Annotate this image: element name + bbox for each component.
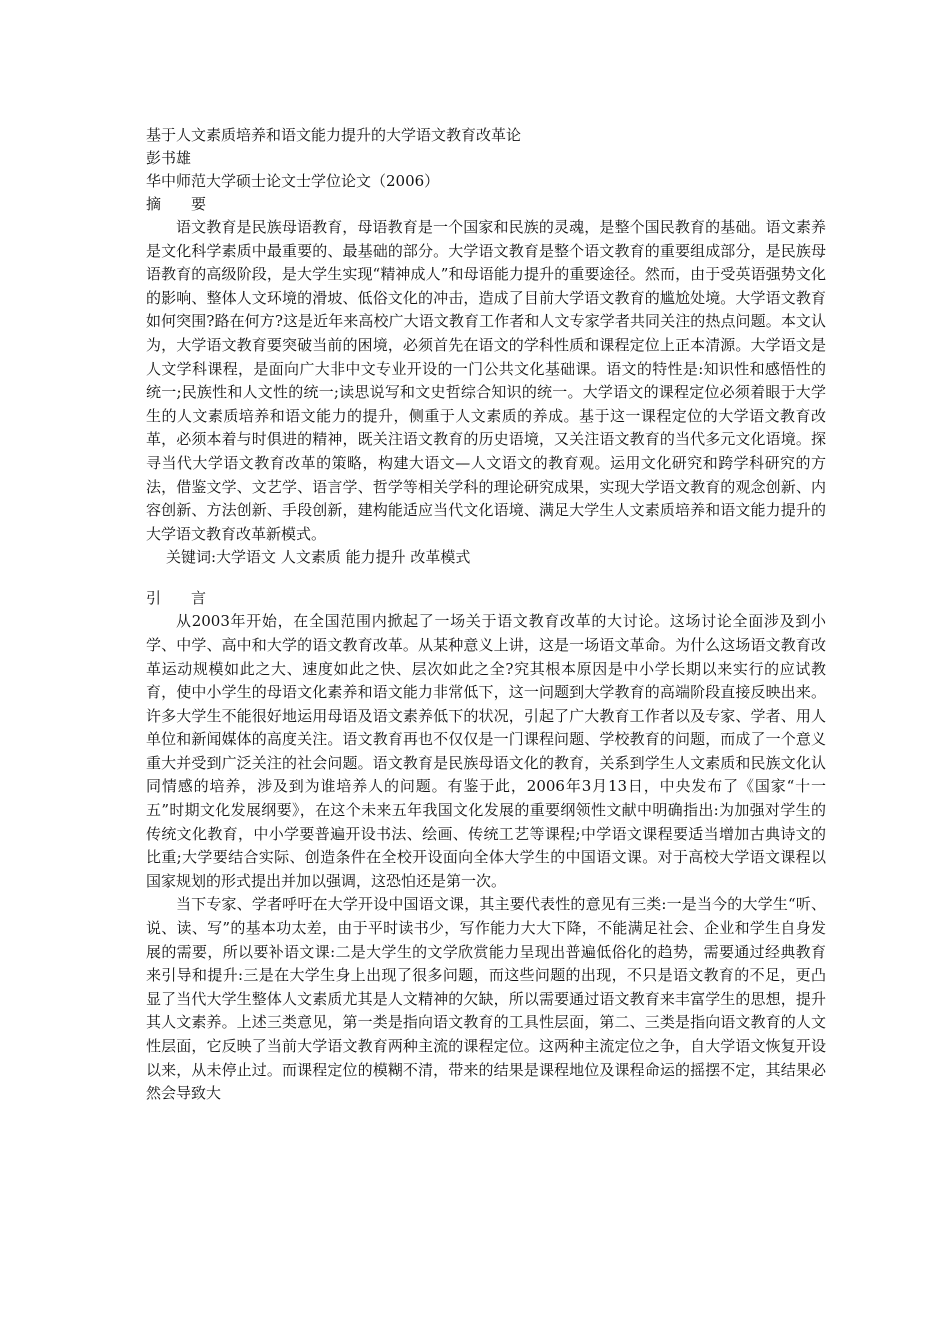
section-spacer [146,569,826,587]
abstract-paragraph: 语文教育是民族母语教育，母语教育是一个国家和民族的灵魂，是整个国民教育的基础。语文素养是文化科学素质中最重要的、最基础的部分。大学语文教育是整个语文教育的重要组成部分，是民族母语教育的高级阶段，是大学生实现“精神成人”和母语能力提升的重要途径。然而，由于受英语强势文化的影响、整体人文环境的滑坡、低俗文化的冲击，造成了目前大学语文教育的尴尬处境。大学语文教育如何突围?路在何方?这是近年来高校广大语文教育工作者和人文专家学者共同关注的热点问题。本文认为，大学语文教育要突破当前的困境，必须首先在语文的学科性质和课程定位上正本清源。大学语文是人文学科课程，是面向广大非中文专业开设的一门公共文化基础课。语文的特性是:知识性和感悟性的统一;民族性和人文性的统一;读思说写和文史哲综合知识的统一。大学语文的课程定位必须着眼于大学生的人文素质培养和语文能力的提升，侧重于人文素质的养成。基于这一课程定位的大学语文教育改革，必须本着与时俱进的精神，既关注语文教育的历史语境，又关注语文教育的当代多元文化语境。探寻当代大学语文教育改革的策略，构建大语文—人文语文的教育观。运用文化研究和跨学科研究的方法，借鉴文学、文艺学、语言学、哲学等相关学科的理论研究成果，实现大学语文教育的观念创新、内容创新、方法创新、手段创新，建构能适应当代文化语境、满足大学生人文素质培养和语文能力提升的大学语文教育改革新模式。 [146,218,826,543]
intro-paragraph-2: 当下专家、学者呼吁在大学开设中国语文课，其主要代表性的意见有三类:一是当今的大学生“听、说、读、写”的基本功太差，由于平时读书少，写作能力大大下降，不能满足社会、企业和学生自身发展的需要，所以要补语文课:二是大学生的文学欣赏能力呈现出普遍低俗化的趋势，需要通过经典教育来引导和提升:三是在大学生身上出现了很多问题，而这些问题的出现，不只是语文教育的不足，更凸显了当代大学生整体人文素质尤其是人文精神的欠缺，所以需要通过语文教育来丰富学生的思想，提升其人文素养。上述三类意见，第一类是指向语文教育的工具性层面，第二、三类是指向语文教育的人文性层面，它反映了当前大学语文教育两种主流的课程定位。这两种主流定位之争，自大学语文恢复开设以来，从未停止过。而课程定位的模糊不清，带来的结果是课程地位及课程命运的摇摆不定，其结果必然会导致大 [146,895,826,1103]
abstract-heading: 摘 要 [146,195,207,213]
intro-paragraph-1: 从2003年开始，在全国范围内掀起了一场关于语文教育改革的大讨论。这场讨论全面涉及到小学、中学、高中和大学的语文教育改革。从某种意义上讲，这是一场语文革命。为什么这场语文教育改革运动规模如此之大、速度如此之快、层次如此之全?究其根本原因是中小学长期以来实行的应试教育，使中小学生的母语文化素养和语文能力非常低下，这一问题到大学教育的高端阶段直接反映出来。许多大学生不能很好地运用母语及语文素养低下的状况，引起了广大教育工作者以及专家、学者、用人单位和新闻媒体的高度关注。语文教育再也不仅仅是一门课程问题、学校教育的问题，而成了一个意义重大并受到广泛关注的社会问题。语文教育是民族母语文化的教育，关系到学生人文素质和民族文化认同情感的培养，涉及到为谁培养人的问题。有鉴于此，2006年3月13日，中央发布了《国家“十一五”时期文化发展纲要》，在这个未来五年我国文化发展的重要纲领性文献中明确指出:为加强对学生的传统文化教育，中小学要普遍开设书法、绘画、传统工艺等课程;中学语文课程要适当增加古典诗文的比重;大学要结合实际、创造条件在全校开设面向全体大学生的中国语文课。对于高校大学语文课程以国家规划的形式提出并加以强调，这恐怕还是第一次。 [146,612,826,890]
keywords-line: 关键词:大学语文 人文素质 能力提升 改革模式 [166,548,471,567]
thesis-source: 华中师范大学硕士论文士学位论文（2006） [146,172,440,190]
document-page [146,124,826,1106]
intro-heading: 引 言 [146,589,207,608]
author-name: 彭书雄 [146,149,192,167]
document-title: 基于人文素质培养和语文能力提升的大学语文教育改革论 [146,126,522,144]
